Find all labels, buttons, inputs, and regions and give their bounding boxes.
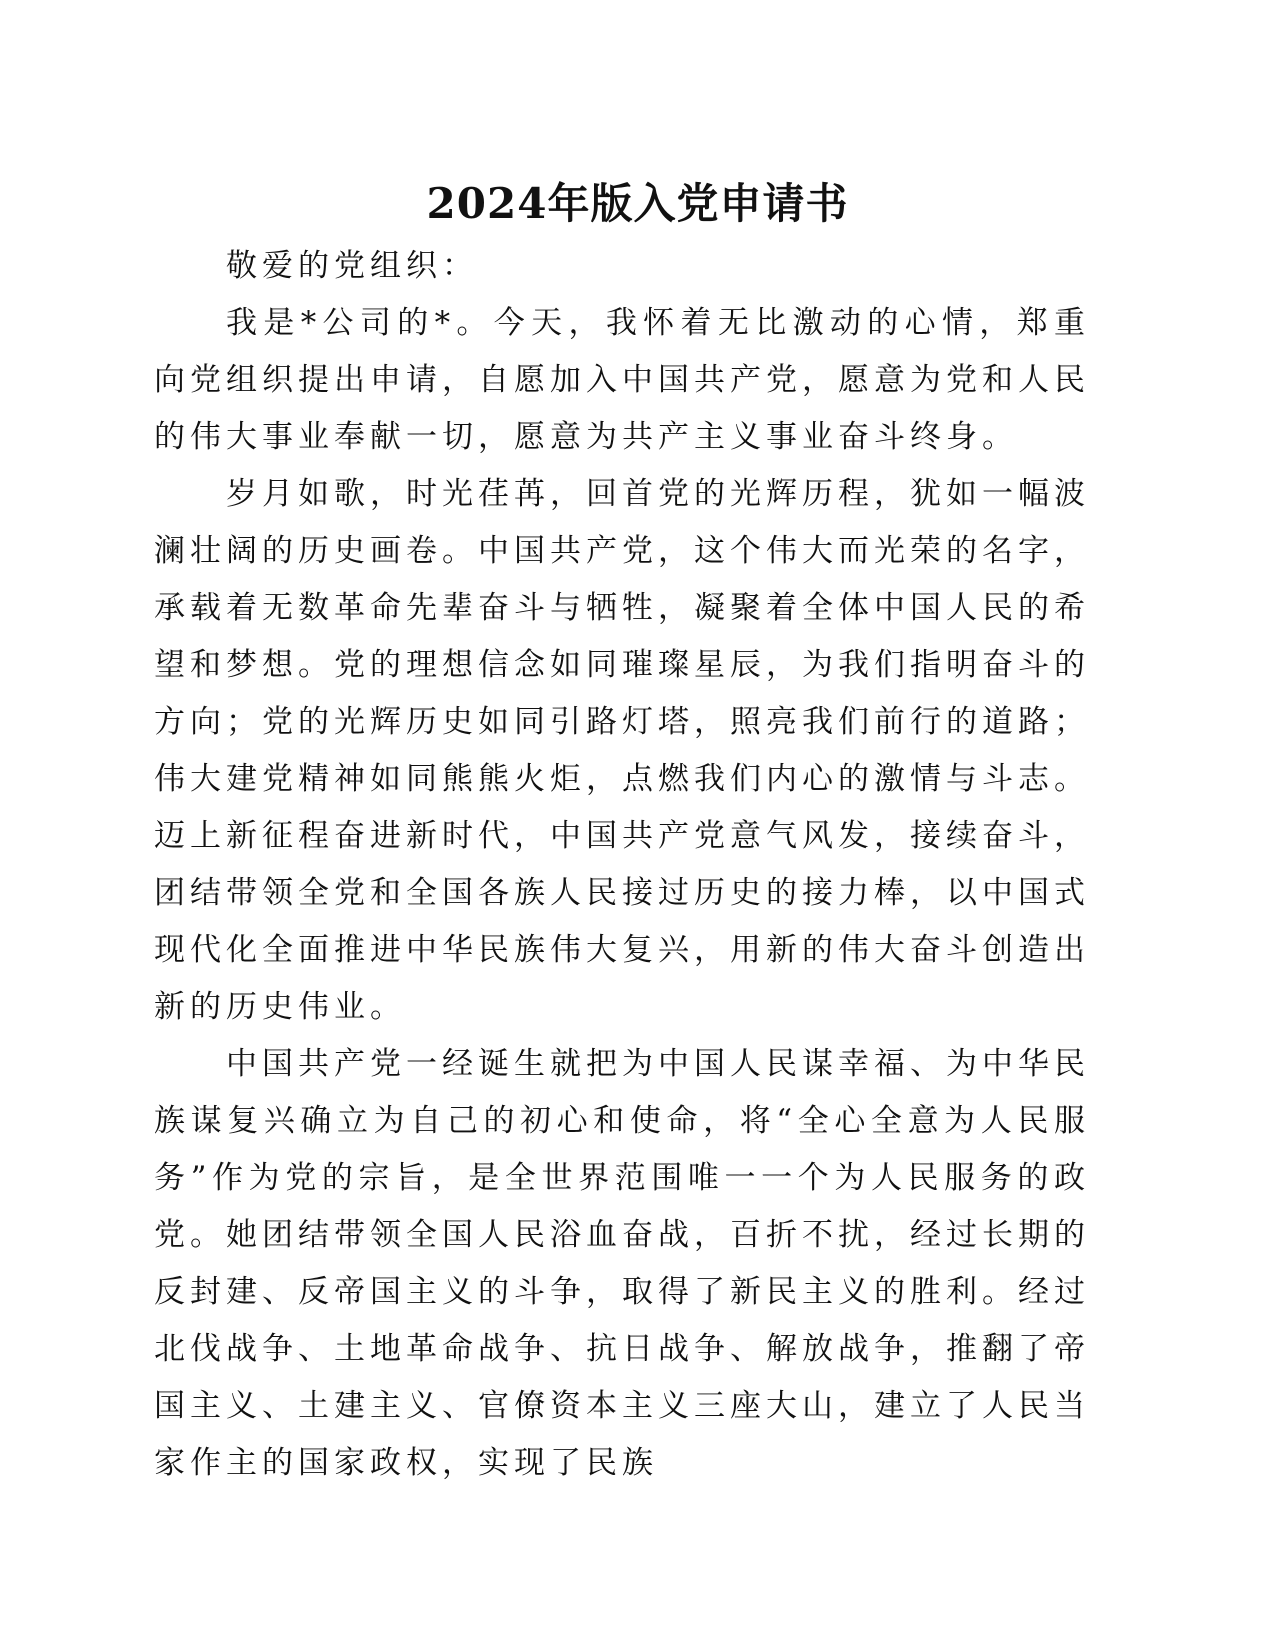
paragraph-mission: 中国共产党一经诞生就把为中国人民谋幸福、为中华民族谋复兴确立为自己的初心和使命，将“全心全意为人民服务”作为党的宗旨，是全世界范围唯一一个为人民服务的政党。她团结带领全国人民浴血奋战，百折不扰，经过长期的反封建、反帝国主义的斗争，取得了新民主义的胜利。经过北伐战争、土地革命战争、抗日战争、解放战争，推翻了帝国主义、土建主义、官僚资本主义三座大山，建立了人民当家作主的国家政权，实现了民族	[154, 1046, 1090, 1481]
paragraph-intro: 我是*公司的*。今天，我怀着无比激动的心情，郑重向党组织提出申请，自愿加入中国共产党，愿意为党和人民的伟大事业奉献一切，愿意为共产主义事业奋斗终身。	[154, 305, 1090, 455]
salutation: 敬爱的党组织：	[226, 248, 478, 284]
document-body	[154, 238, 1090, 1492]
paragraph-history: 岁月如歌，时光荏苒，回首党的光辉历程，犹如一幅波澜壮阔的历史画卷。中国共产党，这个伟大而光荣的名字，承载着无数革命先辈奋斗与牺牲，凝聚着全体中国人民的希望和梦想。党的理想信念如同璀璨星辰，为我们指明奋斗的方向；党的光辉历史如同引路灯塔，照亮我们前行的道路；伟大建党精神如同熊熊火炬，点燃我们内心的激情与斗志。迈上新征程奋进新时代，中国共产党意气风发，接续奋斗，团结带领全党和全国各族人民接过历史的接力棒，以中国式现代化全面推进中华民族伟大复兴，用新的伟大奋斗创造出新的历史伟业。	[154, 476, 1090, 1025]
document-title: 2024年版入党申请书	[426, 179, 849, 228]
